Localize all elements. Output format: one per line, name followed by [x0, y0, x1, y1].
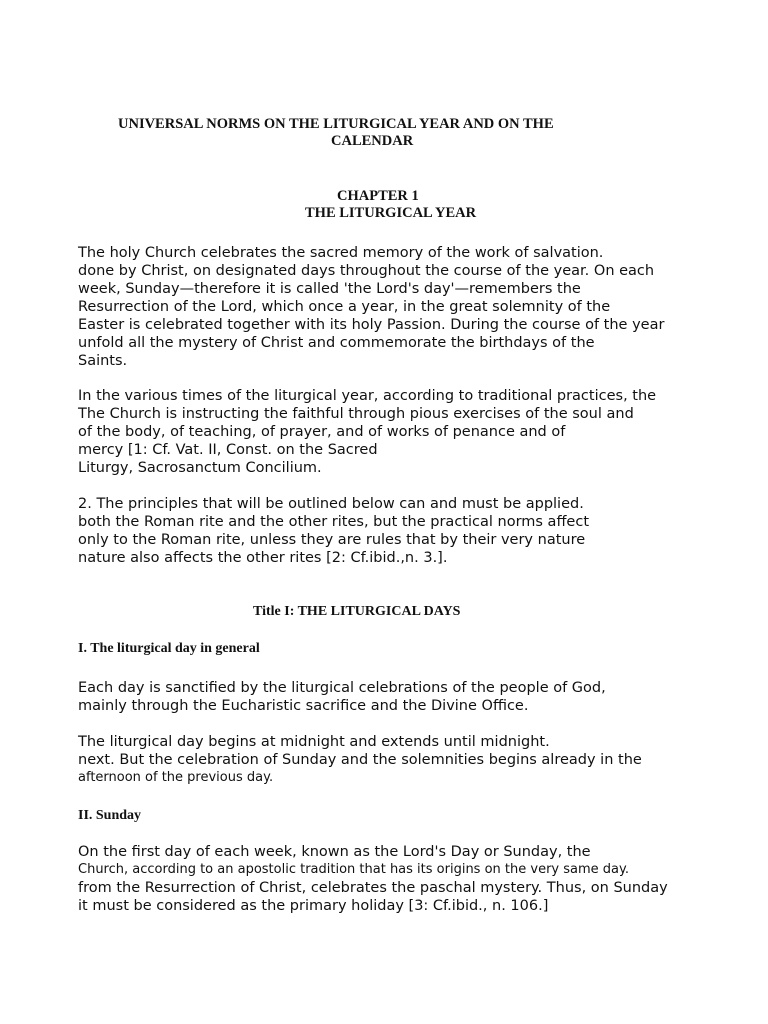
paragraph-5 [78, 733, 642, 787]
paragraph-line: from the Resurrection of Christ, celebrates the paschal mystery. Thus, on Sunday [78, 880, 668, 896]
paragraph-line: 2. The principles that will be outlined below can and must be applied. [78, 496, 584, 512]
paragraph-line: of the body, of teaching, of prayer, and of works of penance and of [78, 424, 566, 440]
paragraph-line: In the various times of the liturgical year, according to traditional practices, the [78, 388, 657, 404]
paragraph-line: mainly through the Eucharistic sacrifice and the Divine Office. [78, 698, 529, 714]
paragraph-line: next. But the celebration of Sunday and the solemnities begins already in the [78, 752, 642, 768]
paragraph-line: The holy Church celebrates the sacred memory of the work of salvation. [78, 245, 604, 261]
paragraph-3 [78, 495, 589, 567]
paragraph-line: The Church is instructing the faithful through pious exercises of the soul and [78, 406, 634, 422]
chapter-title: THE LITURGICAL YEAR [305, 205, 477, 221]
paragraph-line: afternoon of the previous day. [78, 770, 274, 785]
chapter-number: CHAPTER 1 [337, 188, 419, 204]
paragraph-line: Each day is sanctified by the liturgical celebrations of the people of God, [78, 680, 606, 696]
document-title-line2: CALENDAR [331, 133, 414, 149]
paragraph-line: Resurrection of the Lord, which once a year, in the great solemnity of the [78, 299, 611, 315]
paragraph-line: Saints. [78, 353, 128, 369]
paragraph-line: The liturgical day begins at midnight and extends until midnight. [78, 734, 550, 750]
section-heading-sunday: II. Sunday [78, 808, 142, 823]
paragraph-line: Liturgy, Sacrosanctum Concilium. [78, 460, 322, 476]
paragraph-2 [78, 387, 656, 477]
paragraph-line: On the first day of each week, known as the Lord's Day or Sunday, the [78, 844, 591, 860]
paragraph-line: done by Christ, on designated days throughout the course of the year. On each [78, 263, 655, 279]
paragraph-4 [78, 679, 606, 715]
paragraph-line: it must be considered as the primary holiday [3: Cf.ibid., n. 106.] [78, 898, 549, 914]
paragraph-line: only to the Roman rite, unless they are rules that by their very nature [78, 532, 586, 548]
paragraph-line: mercy [1: Cf. Vat. II, Const. on the Sacred [78, 442, 378, 458]
paragraph-6 [78, 843, 668, 915]
paragraph-line: nature also affects the other rites [2: Cf.ibid.,n. 3.]. [78, 550, 448, 566]
paragraph-line: Church, according to an apostolic tradition that has its origins on the very same day. [78, 862, 629, 877]
paragraph-line: Easter is celebrated together with its holy Passion. During the course of the year [78, 317, 665, 333]
paragraph-1 [78, 244, 664, 370]
section-heading-liturgical-day: I. The liturgical day in general [78, 641, 260, 656]
document-title-line1: UNIVERSAL NORMS ON THE LITURGICAL YEAR AND ON THE [118, 116, 554, 132]
title-section-heading: Title I: THE LITURGICAL DAYS [253, 604, 461, 619]
paragraph-line: week, Sunday—therefore it is called 'the Lord's day'—remembers the [78, 281, 581, 297]
paragraph-line: both the Roman rite and the other rites, but the practical norms affect [78, 514, 590, 530]
paragraph-line: unfold all the mystery of Christ and commemorate the birthdays of the [78, 335, 595, 351]
